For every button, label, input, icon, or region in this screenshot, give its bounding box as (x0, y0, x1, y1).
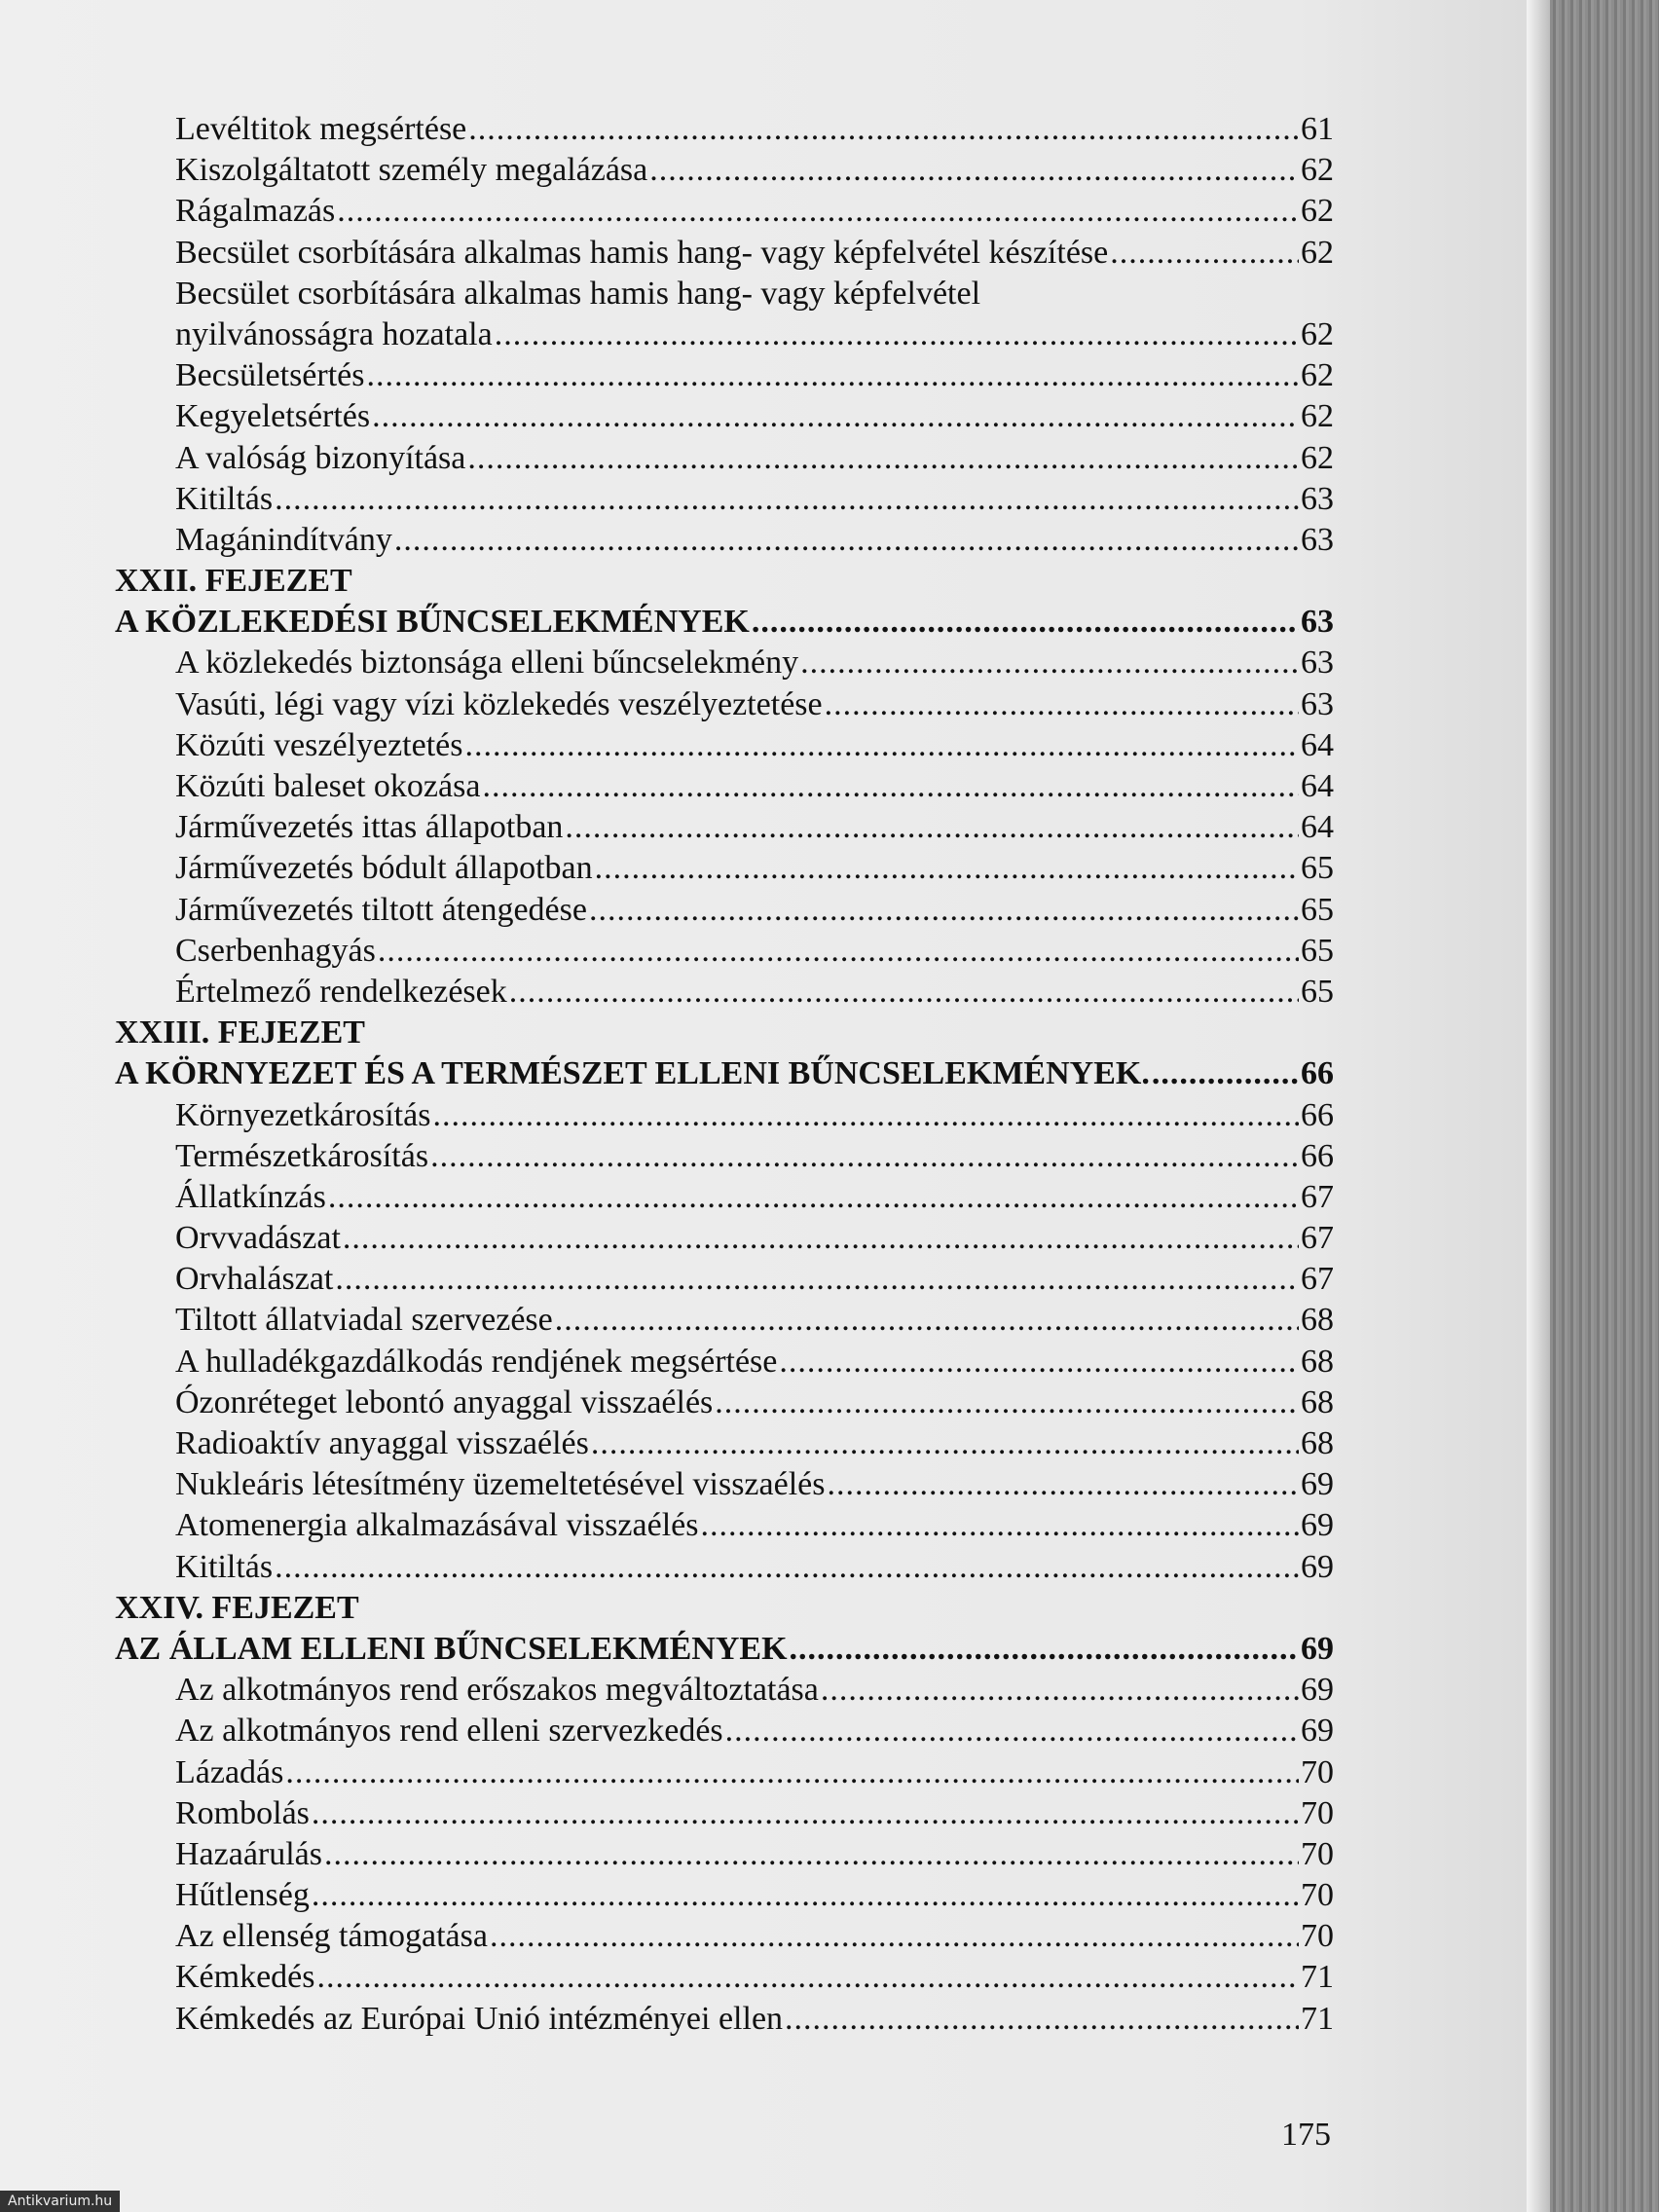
chapter-heading: XXII. FEJEZET (115, 563, 352, 600)
entry-title: Kiszolgáltatott személy megalázása (175, 152, 648, 189)
entry-page-number: 69 (1301, 1672, 1334, 1709)
dot-leader (725, 1711, 1299, 1751)
dot-leader (800, 643, 1299, 683)
toc-entry (115, 1342, 1334, 1382)
entry-title: Természetkárosítás (175, 1137, 429, 1174)
toc-entry (115, 1793, 1334, 1834)
entry-title: Orvhalászat (175, 1261, 334, 1298)
entry-page-number: 62 (1301, 398, 1334, 435)
entry-title: Tiltott állatviadal szervezése (175, 1302, 553, 1339)
table-of-contents (115, 109, 1334, 2040)
entry-title: Környezetkárosítás (175, 1096, 431, 1133)
chapter-heading: XXIII. FEJEZET (115, 1014, 365, 1051)
entry-title: Állatkínzás (175, 1178, 326, 1215)
dot-leader (432, 1095, 1299, 1136)
entry-page-number: 61 (1301, 111, 1334, 147)
dot-leader (591, 1423, 1299, 1464)
entry-page-number: 67 (1301, 1220, 1334, 1257)
dot-leader (495, 314, 1299, 355)
dot-leader (825, 684, 1299, 725)
entry-page-number: 63 (1301, 521, 1334, 558)
chapter-heading: XXIV. FEJEZET (115, 1589, 359, 1626)
entry-title: Járművezetés ittas állapotban (175, 809, 564, 846)
toc-entry (115, 1218, 1334, 1259)
entry-title: A KÖZLEKEDÉSI BŰNCSELEKMÉNYEK (115, 604, 750, 641)
entry-page-number: 67 (1301, 1261, 1334, 1298)
entry-page-number: 62 (1301, 439, 1334, 476)
entry-page-number: 66 (1301, 1137, 1334, 1174)
watermark: Antikvarium.hu (0, 2191, 120, 2212)
entry-page-number: 62 (1301, 357, 1334, 394)
toc-entry (115, 1382, 1334, 1423)
toc-entry (115, 972, 1334, 1013)
entry-title: Nukleáris létesítmény üzemeltetésével visszaélés (175, 1466, 826, 1503)
entry-title: Az alkotmányos rend erőszakos megváltoztatása (175, 1672, 819, 1709)
entry-title: AZ ÁLLAM ELLENI BŰNCSELEKMÉNYEK (115, 1630, 788, 1667)
toc-entry (115, 1136, 1334, 1177)
entry-page-number: 63 (1301, 685, 1334, 722)
entry-title: Kémkedés (175, 1959, 315, 1996)
entry-title: Vasúti, légi vagy vízi közlekedés veszélyeztetése (175, 685, 823, 722)
entry-page-number: 62 (1301, 152, 1334, 189)
dot-leader (285, 1752, 1299, 1793)
entry-page-number: 71 (1301, 2000, 1334, 2037)
entry-page-number: 69 (1301, 1548, 1334, 1585)
page-number: 175 (1281, 2117, 1331, 2153)
toc-entry (115, 438, 1334, 479)
toc-entry (115, 314, 1334, 355)
chapter-title-row (115, 1053, 1334, 1094)
entry-page-number: 71 (1301, 1959, 1334, 1996)
toc-entry (115, 1752, 1334, 1793)
entry-page-number: 65 (1301, 973, 1334, 1010)
entry-page-number: 70 (1301, 1794, 1334, 1831)
entry-page-number: 63 (1301, 480, 1334, 517)
dot-leader (430, 1136, 1299, 1177)
chapter-title-row (115, 1629, 1334, 1670)
entry-page-number: 69 (1301, 1507, 1334, 1544)
dot-leader (595, 848, 1299, 889)
dot-leader (779, 1342, 1299, 1382)
toc-entry (115, 150, 1334, 191)
entry-page-number: 67 (1301, 1178, 1334, 1215)
dot-leader (827, 1464, 1299, 1505)
dot-leader (312, 1875, 1299, 1916)
toc-entry (115, 1999, 1334, 2040)
entry-page-number: 68 (1301, 1343, 1334, 1380)
entry-page-number: 70 (1301, 1753, 1334, 1790)
toc-entry (115, 643, 1334, 683)
toc-entry (115, 766, 1334, 807)
toc-entry (115, 848, 1334, 889)
toc-entry (115, 1875, 1334, 1916)
dot-leader (317, 1957, 1299, 1998)
entry-title: Lázadás (175, 1753, 284, 1790)
entry-page-number: 69 (1301, 1713, 1334, 1750)
dot-leader (337, 191, 1299, 232)
dot-leader (649, 150, 1299, 191)
toc-entry (115, 233, 1334, 274)
entry-page-number: 62 (1301, 315, 1334, 352)
entry-page-number: 68 (1301, 1425, 1334, 1461)
dot-leader (378, 931, 1299, 972)
entry-title: A valóság bizonyítása (175, 439, 466, 476)
entry-title: Kitiltás (175, 480, 274, 517)
toc-entry (115, 1670, 1334, 1711)
dot-leader (468, 109, 1299, 150)
entry-title: A közlekedés biztonsága elleni bűncselekmény (175, 645, 799, 682)
toc-entry (115, 1916, 1334, 1957)
entry-title: Hazaárulás (175, 1835, 323, 1872)
toc-entry (115, 684, 1334, 725)
toc-entry (115, 191, 1334, 232)
dot-leader (555, 1300, 1299, 1341)
toc-entry (115, 396, 1334, 437)
dot-leader (367, 355, 1300, 396)
entry-title: Járművezetés tiltott átengedése (175, 891, 587, 928)
entry-title: Becsületsértés (175, 357, 365, 394)
entry-title: Levéltitok megsértése (175, 111, 467, 147)
entry-title: Kémkedés az Európai Unió intézményei ellen (175, 2000, 784, 2037)
entry-title: Cserbenhagyás (175, 932, 376, 969)
entry-title: Járművezetés bódult állapotban (175, 850, 593, 887)
dot-leader (490, 1916, 1299, 1957)
entry-title: Rombolás (175, 1794, 310, 1831)
entry-title: Az alkotmányos rend elleni szervezkedés (175, 1713, 723, 1750)
dot-leader (328, 1177, 1299, 1218)
entry-page-number: 64 (1301, 726, 1334, 763)
dot-leader (565, 807, 1299, 848)
entry-page-number: 69 (1301, 1466, 1334, 1503)
entry-page-number: 65 (1301, 850, 1334, 887)
toc-entry (115, 355, 1334, 396)
toc-entry (115, 1547, 1334, 1588)
dot-leader (275, 1547, 1299, 1588)
entry-page-number: 62 (1301, 234, 1334, 271)
toc-entry (115, 1259, 1334, 1300)
entry-page-number: 63 (1301, 645, 1334, 682)
dot-leader (715, 1382, 1299, 1423)
dot-leader (1110, 233, 1299, 274)
page-gutter (1527, 0, 1550, 2212)
entry-title: Becsület csorbítására alkalmas hamis hang- vagy képfelvétel készítése (175, 234, 1109, 271)
entry-page-number: 70 (1301, 1877, 1334, 1914)
entry-page-number: 62 (1301, 193, 1334, 230)
entry-page-number: 69 (1301, 1630, 1334, 1667)
chapter-title-row (115, 602, 1334, 643)
entry-title: Radioaktív anyaggal visszaélés (175, 1425, 589, 1461)
toc-entry (115, 1464, 1334, 1505)
entry-page-number: 68 (1301, 1302, 1334, 1339)
toc-entry (115, 520, 1334, 561)
toc-entry (115, 931, 1334, 972)
entry-page-number: 66 (1301, 1055, 1334, 1092)
dot-leader (343, 1218, 1299, 1259)
entry-title: Hűtlenség (175, 1877, 310, 1914)
entry-title: Kegyeletsértés (175, 398, 371, 435)
entry-title: nyilvánosságra hozatala (175, 315, 493, 352)
toc-entry (115, 807, 1334, 848)
dot-leader (335, 1259, 1299, 1300)
toc-entry (115, 890, 1334, 931)
entry-title: Magánindítvány (175, 521, 392, 558)
toc-entry (115, 1505, 1334, 1546)
entry-page-number: 70 (1301, 1835, 1334, 1872)
dot-leader (790, 1629, 1299, 1670)
toc-entry (115, 1957, 1334, 1998)
dot-leader (700, 1505, 1299, 1546)
dot-leader (589, 890, 1299, 931)
entry-page-number: 63 (1301, 604, 1334, 641)
toc-entry (115, 1423, 1334, 1464)
dot-leader (372, 396, 1299, 437)
dot-leader (312, 1793, 1299, 1834)
entry-title: Közúti veszélyeztetés (175, 726, 463, 763)
entry-page-number: 64 (1301, 809, 1334, 846)
dot-leader (752, 602, 1299, 643)
entry-page-number: 65 (1301, 932, 1334, 969)
dot-leader (785, 1999, 1299, 2040)
dot-leader (482, 766, 1299, 807)
entry-title: Kitiltás (175, 1548, 274, 1585)
dot-leader (464, 725, 1299, 766)
book-spine (1550, 0, 1659, 2212)
toc-entry (115, 1177, 1334, 1218)
entry-page-number: 64 (1301, 768, 1334, 804)
entry-title: Értelmező rendelkezések (175, 973, 507, 1010)
toc-entry (115, 479, 1334, 520)
entry-page-number: 65 (1301, 891, 1334, 928)
toc-entry (115, 109, 1334, 150)
entry-title: Orvvadászat (175, 1220, 341, 1257)
entry-title: Atomenergia alkalmazásával visszaélés (175, 1507, 699, 1544)
dot-leader (275, 479, 1299, 520)
dot-leader (324, 1834, 1299, 1875)
entry-page-number: 68 (1301, 1383, 1334, 1420)
entry-title: Az ellenség támogatása (175, 1918, 488, 1955)
entry-title: Becsület csorbítására alkalmas hamis hang- vagy képfelvétel (175, 275, 981, 312)
dot-leader (1152, 1053, 1299, 1094)
entry-title: Ózonréteget lebontó anyaggal visszaélés (175, 1383, 714, 1420)
entry-title: A KÖRNYEZET ÉS A TERMÉSZET ELLENI BŰNCSELEKMÉNYEK. (115, 1055, 1150, 1092)
entry-page-number: 66 (1301, 1096, 1334, 1133)
toc-entry (115, 1834, 1334, 1875)
toc-entry (115, 1300, 1334, 1341)
entry-title: Rágalmazás (175, 193, 336, 230)
toc-entry (115, 1095, 1334, 1136)
dot-leader (509, 972, 1299, 1013)
entry-page-number: 70 (1301, 1918, 1334, 1955)
entry-title: Közúti baleset okozása (175, 768, 481, 804)
dot-leader (467, 438, 1299, 479)
toc-entry (115, 725, 1334, 766)
dot-leader (394, 520, 1299, 561)
toc-entry-line1 (115, 274, 1334, 314)
dot-leader (821, 1670, 1299, 1711)
entry-title: A hulladékgazdálkodás rendjének megsértése (175, 1343, 778, 1380)
toc-entry (115, 1711, 1334, 1751)
